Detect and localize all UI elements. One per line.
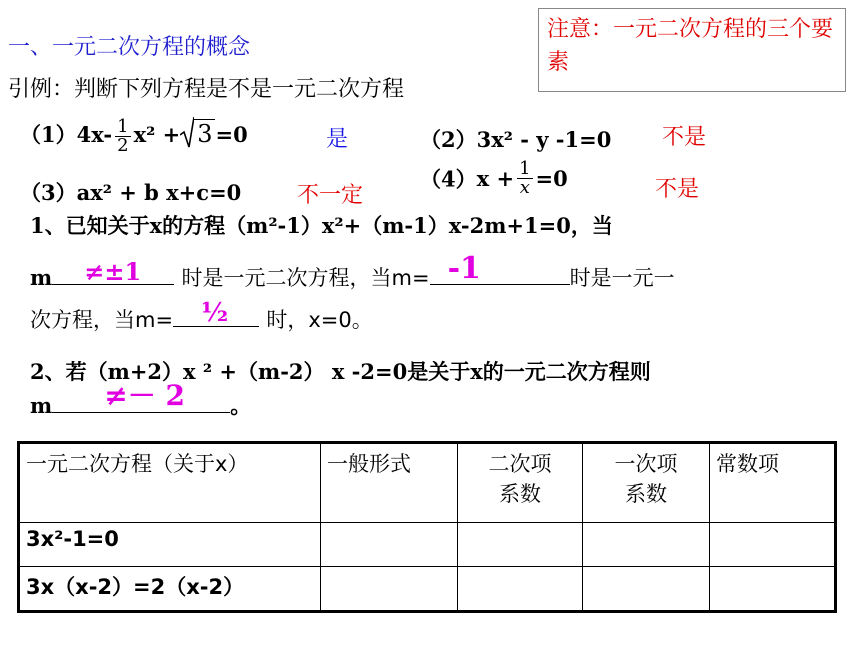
intro-text: 引例：判断下列方程是不是一元二次方程 <box>8 77 405 102</box>
example-4 <box>420 160 568 197</box>
header-line: 系数 <box>625 482 667 506</box>
question-1-line-2 <box>30 251 675 292</box>
question-1-line-3-pre: 次方程，当m= <box>30 308 174 332</box>
example-2 <box>420 124 611 154</box>
header-linear-coefficient <box>583 443 710 523</box>
square-root <box>180 119 215 148</box>
example-1-pre: 4x- <box>76 122 113 147</box>
m-label: m <box>30 265 53 290</box>
example-4-fraction <box>517 160 532 197</box>
header-quadratic-coefficient <box>458 443 583 523</box>
example-2-answer: 不是 <box>662 125 707 150</box>
answer-blank-3 <box>173 298 259 328</box>
answer-3: ½ <box>201 298 229 328</box>
example-2-expr: 3x² - y -1=0 <box>476 127 612 152</box>
radical-sign-icon <box>180 115 194 149</box>
header-general-form: 一般形式 <box>321 443 458 523</box>
table-cell <box>583 523 710 567</box>
example-1-answer: 是 <box>326 127 349 152</box>
example-1-post: =0 <box>215 122 248 147</box>
example-2-number: （2） <box>420 127 477 152</box>
table-header-row <box>19 443 836 523</box>
table-cell <box>458 523 583 567</box>
example-4-post: =0 <box>535 166 568 191</box>
table-cell: 3x（x-2）=2（x-2） <box>19 567 321 612</box>
question-1-line-3-post: 时，x=0。 <box>266 308 373 332</box>
example-4-pre: x + <box>476 166 515 191</box>
question-1-mid: 时是一元二次方程，当m= <box>181 266 430 290</box>
example-1-fraction <box>115 118 130 155</box>
answer-2: -1 <box>447 251 481 286</box>
table-cell <box>710 567 836 612</box>
header-line: 二次项 <box>488 452 552 476</box>
example-3 <box>20 177 241 207</box>
fraction-denominator: 2 <box>117 135 129 156</box>
question-2-line-1: 2、若（m+2）x ² +（m-2） x -2=0是关于x的一元二次方程则 <box>30 359 651 384</box>
answer-blank-4 <box>52 379 230 413</box>
m-label: m <box>30 393 53 418</box>
fraction-numerator: 1 <box>117 116 129 137</box>
example-1-mid: x² + <box>133 122 181 147</box>
table-row <box>19 567 836 612</box>
table-cell <box>321 567 458 612</box>
header-line: 系数 <box>499 482 541 506</box>
answer-1: ≠±1 <box>84 257 142 286</box>
table-cell: 3x²-1=0 <box>19 523 321 567</box>
example-4-answer: 不是 <box>655 177 700 202</box>
coefficient-table <box>17 441 837 613</box>
header-constant-term: 常数项 <box>710 443 836 523</box>
example-3-answer: 不一定 <box>297 183 364 208</box>
example-1-number: （1） <box>20 122 77 147</box>
question-1-end: 时是一元一 <box>569 266 675 290</box>
table-cell <box>710 523 836 567</box>
radicand: 3 <box>194 119 215 148</box>
fraction-denominator: x <box>519 177 530 198</box>
answer-4: ≠－ 2 <box>104 379 185 412</box>
answer-blank-2 <box>430 251 570 286</box>
example-1 <box>20 118 248 155</box>
header-equation: 一元二次方程（关于x） <box>19 443 321 523</box>
fraction-numerator: 1 <box>519 158 531 179</box>
section-heading: 一、一元二次方程的概念 <box>8 35 251 60</box>
question-1-line-1: 1、已知关于x的方程（m²-1）x²+（m-1）x-2m+1=0，当 <box>30 213 613 238</box>
note-box: 注意：一元二次方程的三个要素 <box>538 8 846 92</box>
answer-blank-1 <box>52 257 174 286</box>
table-cell <box>458 567 583 612</box>
example-3-number: （3） <box>20 180 77 205</box>
table-row <box>19 523 836 567</box>
example-3-expr: ax² + b x+c=0 <box>76 180 242 205</box>
question-2-line-2 <box>30 379 252 420</box>
header-line: 一次项 <box>614 452 678 476</box>
question-2-end: 。 <box>230 393 252 418</box>
table-cell <box>583 567 710 612</box>
example-4-number: （4） <box>420 166 477 192</box>
table-cell <box>321 523 458 567</box>
question-1-line-3 <box>30 298 373 334</box>
